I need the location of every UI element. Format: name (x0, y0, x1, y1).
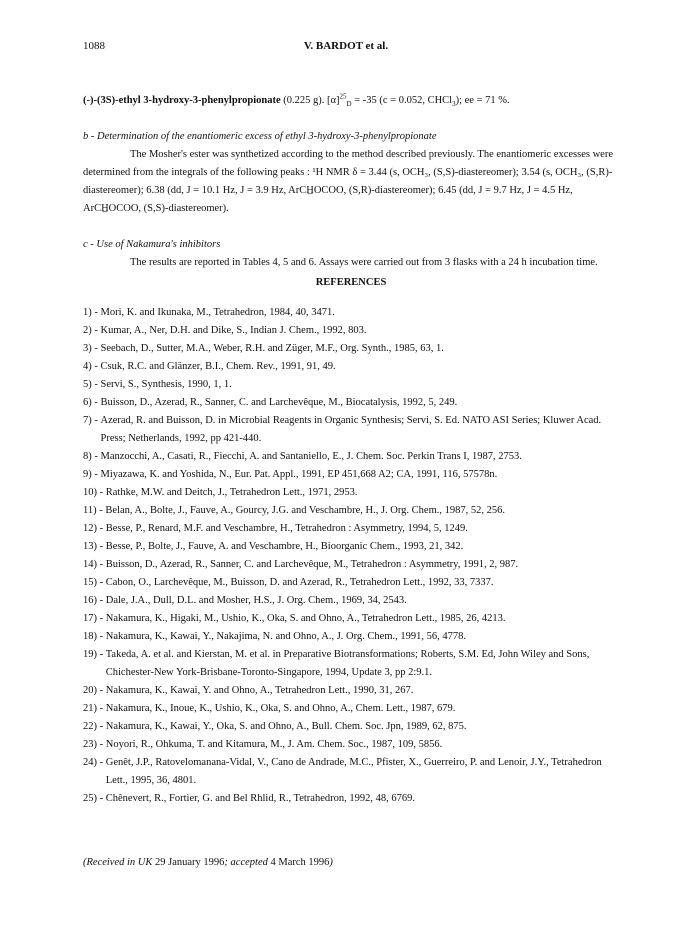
running-header (83, 40, 609, 56)
reference-item: 8) - Manzocchi, A., Casati, R., Fiecchi, A. and Santaniello, E., J. Chem. Soc. Perkin Trans I, 1987, 2753. (83, 451, 522, 462)
running-authors: V. BARDOT et al. (303, 40, 389, 52)
compound-characterization (83, 92, 619, 110)
reference-item: 21) - Nakamura, K., Inoue, K., Ushio, K., Oka, S. and Ohno, A., Chem. Lett., 1987, 679. (83, 703, 456, 714)
reference-item: 15) - Cabon, O., Larchevêque, M., Buisson, D. and Azerad, R., Tetrahedron Lett., 1992, 33, 7337. (83, 577, 494, 588)
reference-item: 22) - Nakamura, K., Kawai, Y., Oka, S. and Ohno, A., Bull. Chem. Soc. Jpn, 1989, 62, 875. (83, 721, 467, 732)
optical-rotation: $[\alpha]^{25}_D = -35$ (c = 0.052, CHCl$_3$); ee = 71 %. (327, 92, 510, 109)
reference-item: 11) - Belan, A., Bolte, J., Fauve, A., Gourcy, J.G. and Veschambre, H., J. Org. Chem., 1987, 52, 256. (83, 505, 506, 516)
compound-name: (-)-(3S)-ethyl 3-hydroxy-3-phenylpropionate (83, 95, 281, 106)
reference-item: 9) - Miyazawa, K. and Yoshida, N., Eur. Pat. Appl., 1991, EP 451,668 A2; CA, 1991, 116, 57578n. (83, 469, 498, 480)
reference-item: 13) - Besse, P., Bolte, J., Fauve, A. and Veschambre, H., Bioorganic Chem., 1993, 21, 342. (83, 541, 464, 552)
article-body (83, 92, 619, 808)
reference-item: 14) - Buisson, D., Azerad, R., Sanner, C. and Larchevêque, M., Tetrahedron : Asymmetry, 1991, 2, 987. (83, 559, 519, 570)
reference-item: 24) - Genêt, J.P., Ratovelomanana-Vidal, V., Cano de Andrade, M.C., Pfister, X., Guerreiro, P. and Lenoir, J.Y., Tetrahedron Lett., 1995, 36, 4801. (83, 757, 602, 786)
reference-list (83, 304, 619, 808)
compound-mass: (0.225 g). (283, 95, 325, 106)
section-c-text: The results are reported in Tables 4, 5 and 6. Assays were carried out from 3 flasks with a 24 h incubation time. (130, 257, 598, 268)
reference-item: 5) - Servi, S., Synthesis, 1990, 1, 1. (83, 379, 232, 390)
section-b-text: The Mosher's ester was synthetized according to the method described previously. The enantiomeric excesses were determined from the integrals of the following peaks : ¹H NMR δ = 3.44 (s, OCH₃, (S,S)-diastereomer); 3.54 (s, OCH₃, (S,R)-diastereomer); 6.38 (dd, J = 10.1 Hz, J = 3.9 Hz, ArCH̲OCOO, (S,R)-diastereomer); 6.45 (dd, J = 9.7 Hz, J = 4.5 Hz, ArCH̲OCOO, (S,S)-diastereomer). (83, 149, 613, 214)
section-c-heading: c - Use of Nakamura's inhibitors (83, 239, 221, 250)
reference-item: 4) - Csuk, R.C. and Glänzer, B.I., Chem. Rev., 1991, 91, 49. (83, 361, 336, 372)
reference-item: 19) - Takeda, A. et al. and Kierstan, M. et al. in Preparative Biotransformations; Roberts, S.M. Ed, John Wiley and Sons, Chichester-New York-Brisbane-Toronto-Singapore, 1994, Update 3, pp 2:9.1. (83, 649, 590, 678)
reference-item: 18) - Nakamura, K., Kawai, Y., Nakajima, N. and Ohno, A., J. Org. Chem., 1991, 56, 4778. (83, 631, 467, 642)
reference-item: 6) - Buisson, D., Azerad, R., Sanner, C. and Larchevêque, M., Biocatalysis, 1992, 5, 249. (83, 397, 458, 408)
reference-item: 23) - Noyori, R., Ohkuma, T. and Kitamura, M., J. Am. Chem. Soc., 1987, 109, 5856. (83, 739, 443, 750)
reference-item: 17) - Nakamura, K., Higaki, M., Ushio, K., Oka, S. and Ohno, A., Tetrahedron Lett., 1985, 26, 4213. (83, 613, 506, 624)
reference-item: 12) - Besse, P., Renard, M.F. and Veschambre, H., Tetrahedron : Asymmetry, 1994, 5, 1249. (83, 523, 468, 534)
reference-item: 7) - Azerad, R. and Buisson, D. in Microbial Reagents in Organic Synthesis; Servi, S. Ed. NATO ASI Series; Kluwer Acad. Press; Netherlands, 1992, pp 421-440. (83, 415, 602, 444)
received-note: (Received in UK 29 January 1996; accepted 4 March 1996) (83, 857, 333, 868)
reference-item: 2) - Kumar, A., Ner, D.H. and Dike, S., Indian J. Chem., 1992, 803. (83, 325, 367, 336)
reference-item: 3) - Seebach, D., Sutter, M.A., Weber, R.H. and Züger, M.F., Org. Synth., 1985, 63, 1. (83, 343, 444, 354)
reference-item: 10) - Rathke, M.W. and Deitch, J., Tetrahedron Lett., 1971, 2953. (83, 487, 358, 498)
section-b-heading: b - Determination of the enantiomeric excess of ethyl 3-hydroxy-3-phenylpropionate (83, 131, 437, 142)
reference-item: 25) - Chênevert, R., Fortier, G. and Bel Rhlid, R., Tetrahedron, 1992, 48, 6769. (83, 793, 415, 804)
references-heading: REFERENCES (315, 277, 387, 288)
reference-item: 20) - Nakamura, K., Kawai, Y. and Ohno, A., Tetrahedron Lett., 1990, 31, 267. (83, 685, 414, 696)
page-number: 1088 (83, 40, 105, 52)
reference-item: 16) - Dale, J.A., Dull, D.L. and Mosher, H.S., J. Org. Chem., 1969, 34, 2543. (83, 595, 407, 606)
reference-item: 1) - Mori, K. and Ikunaka, M., Tetrahedron, 1984, 40, 3471. (83, 307, 335, 318)
